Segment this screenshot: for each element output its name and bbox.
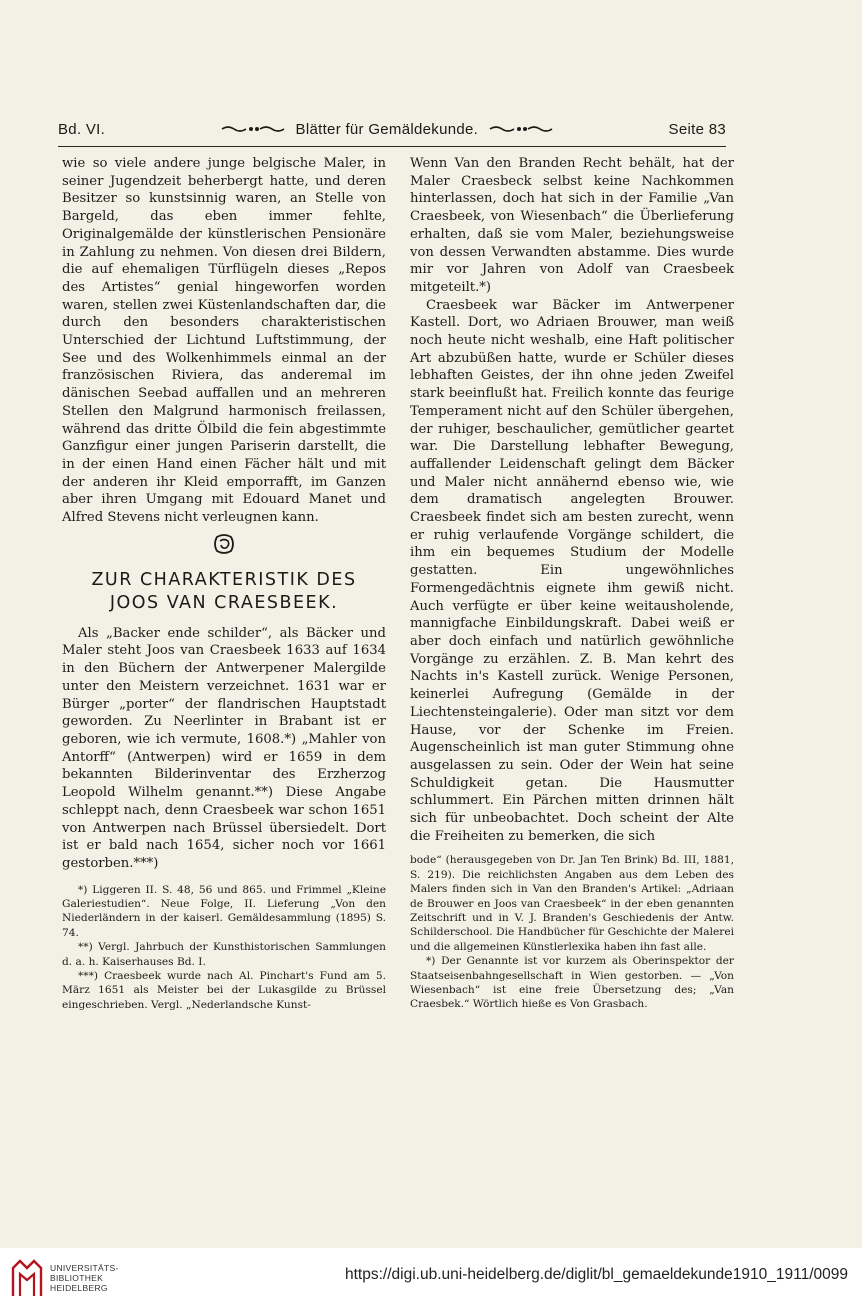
section-title	[62, 569, 386, 615]
section-title-line: JOOS VAN CRAESBEEK.	[109, 592, 339, 613]
library-name	[50, 1263, 119, 1293]
footnotes	[62, 883, 386, 1013]
header-rule	[58, 146, 726, 147]
body-paragraph: Craesbeek war Bäcker im Antwerpener Kastell. Dort, wo Adriaen Brouwer, man weiß noch heute nicht weshalb, eine Haft politischer Art abzubüßen hatte, wurde er Schüler dieses lebhaften Geistes, der ihn ohne jeden Zweifel stark beeinflußt hat. Freilich konnte das feurige Temperament nicht auf den Schüler übergehen, der ruhiger, beschaulicher, gemütlicher geartet war. Die Darstellung lebhafter Bewegung, auffallender Leidenschaft gelingt dem Bäcker und Maler nicht annähernd ebenso wie, wie dem dramatisch angelegten Brouwer. Craesbeek findet sich am besten zurecht, wenn er ruhig verlaufende Vorgänge schildert, die ihm ein bequemes Studium der Modelle gestatten. Ein ungewöhnliches Formengedächtnis eignete ihm gewiß nicht. Auch verfügte er über keine weitausholende, mannigfache Einbildungskraft. Dabei weiß er aber doch einfach und natürlich gewöhnliche Vorgänge zu erzählen. Z. B. Man kehrt des Nachts in's Kastell zurück. Wenige Personen, keinerlei Aufregung (Gemälde in der Liechtensteingalerie). Oder man sitzt vor dem Hause, vor der Schenke im Freien. Augenscheinlich ist man guter Stimmung ohne ausgelassen zu sein. Oder der Wein hat seine Schuldigkeit getan. Die Hausmutter schlummert. Ein Pärchen mitten drinnen hält sich für unbeobachtet. Doch scheint der Alte die Freiheiten zu bemerken, die sich	[410, 297, 734, 844]
journal-title: Blätter für Gemäldekunde.	[295, 120, 479, 138]
library-logo[interactable]	[10, 1258, 119, 1298]
footnote: *) Der Genannte ist vor kurzem als Oberinspektor der Staatseisenbahngesellschaft in Wien gestorben. — „Von Wiesenbach“ ist eine freie Übersetzung des; „Van Craesbek.“ Wörtlich hieße es Von Grasbach.	[410, 955, 734, 1011]
section-title-line: ZUR CHARAKTERISTIK DES	[91, 569, 357, 590]
footnote: *) Liggeren II. S. 48, 56 und 865. und Frimmel „Kleine Galeriestudien“. Neue Folge, II. Lieferung „Von den Niederländern in der kaiserl. Gemäldesammlung (1895) S. 74.	[62, 883, 386, 939]
library-name-line: HEIDELBERG	[50, 1283, 108, 1293]
footnote-continuation: bode“ (herausgegeben von Dr. Jan Ten Brink) Bd. III, 1881, S. 219). Die reichlichsten Angaben aus dem Leben des Malers finden sich in Van den Branden's Artikel: „Adriaan de Brouwer en Joos van Craesbeek“ in der eben genannten Zeitschrift und in V. J. Branden's Geschiedenis der Antw. Schilderschool. Die Handbücher für Geschichte der Malerei und die allgemeinen Künstlerlexika haben ihn fast alle.	[410, 854, 734, 953]
footnote: **) Vergl. Jahrbuch der Kunsthistorischen Sammlungen d. a. h. Kaiserhauses Bd. I.	[62, 941, 386, 968]
ornament-icon	[220, 124, 286, 134]
body-paragraph: Als „Backer ende schilder“, als Bäcker und Maler steht Joos van Craesbeek 1633 auf 1634 in den Büchern der Antwerpener Malergilde unter den Meistern verzeichnet. 1631 war er Bürger „porter“ der flandrischen Hauptstadt geworden. Zu Neerlinter in Brabant ist er geboren, wie ich vermute, 1608.*) „Mahler von Antorff“ (Antwerpen) wird er 1659 in dem bekannten Bilderinventar des Erzherzog Leopold Wilhelm genannt.**) Diese Angabe schleppt nach, denn Craesbeek war schon 1651 von Antwerpen nach Brüssel übersiedelt. Dort ist er bald nach 1654, sicher noch vor 1661 gestorben.***)	[62, 625, 386, 871]
page-number: Seite 83	[668, 120, 726, 138]
fleuron-icon	[213, 533, 235, 555]
footnote: ***) Craesbeek wurde nach Al. Pinchart's Fund am 5. März 1651 als Meister bei der Lukasgilde zu Brüssel eingeschrieben. Vergl. „Nederlandsche Kunst-	[62, 970, 386, 1011]
viewer-footer	[0, 1250, 862, 1311]
library-name-line: UNIVERSITÄTS-	[50, 1263, 119, 1273]
volume-label: Bd. VI.	[58, 120, 106, 138]
ornament-icon	[488, 124, 554, 134]
left-column	[62, 155, 386, 1012]
body-paragraph: Wenn Van den Branden Recht behält, hat der Maler Craesbeck selbst keine Nachkommen hinterlassen, doch hat sich in der Familie „Van Craesbeek, von Wiesenbach“ die Überlieferung erhalten, daß sie vom Maler, beziehungsweise von dessen Verwandten abstamme. Dies wurde mir vor Jahren von Adolf van Craesbeek mitgeteilt.*)	[410, 156, 734, 295]
right-column	[410, 155, 734, 1012]
library-seal-icon	[10, 1258, 44, 1298]
header-center	[220, 121, 555, 138]
footnotes	[410, 853, 734, 1011]
permalink-url[interactable]: https://digi.ub.uni-heidelberg.de/diglit/bl_gemaeldekunde1910_1911/0099	[345, 1266, 848, 1283]
body-paragraph: wie so viele andere junge belgische Maler, in seiner Jugendzeit beherbergt hatte, und deren Besitzer so kunstsinnig waren, an Stelle von Bargeld, das eben immer fehlte, Originalgemälde der künstlerischen Pensionäre in Zahlung zu nehmen. Von diesen drei Bildern, die auf ehemaligen Türflügeln dieses „Repos des Artistes“ genial hingeworfen worden waren, stellen zwei Küstenlandschaften dar, die durch den besonders charakteristischen Unterschied der Lichtund Luftstimmung, der See und des Wolkenhimmels einmal an der französischen Riviera, das anderemal im dänischen Seebad auffallen und an mehreren Stellen den Malgrund harmonisch freilassen, während das dritte Ölbild die fein abgestimmte Ganzfigur einer jungen Pariserin darstellt, die in der einen Hand einen Fächer hält und mit der anderen ihr Kleid emporrafft, im Ganzen aber ihren Umgang mit Edouard Manet und Alfred Stevens nicht verleugnen kann.	[62, 156, 386, 526]
running-header	[58, 117, 726, 141]
library-name-line: BIBLIOTHEK	[50, 1273, 104, 1283]
